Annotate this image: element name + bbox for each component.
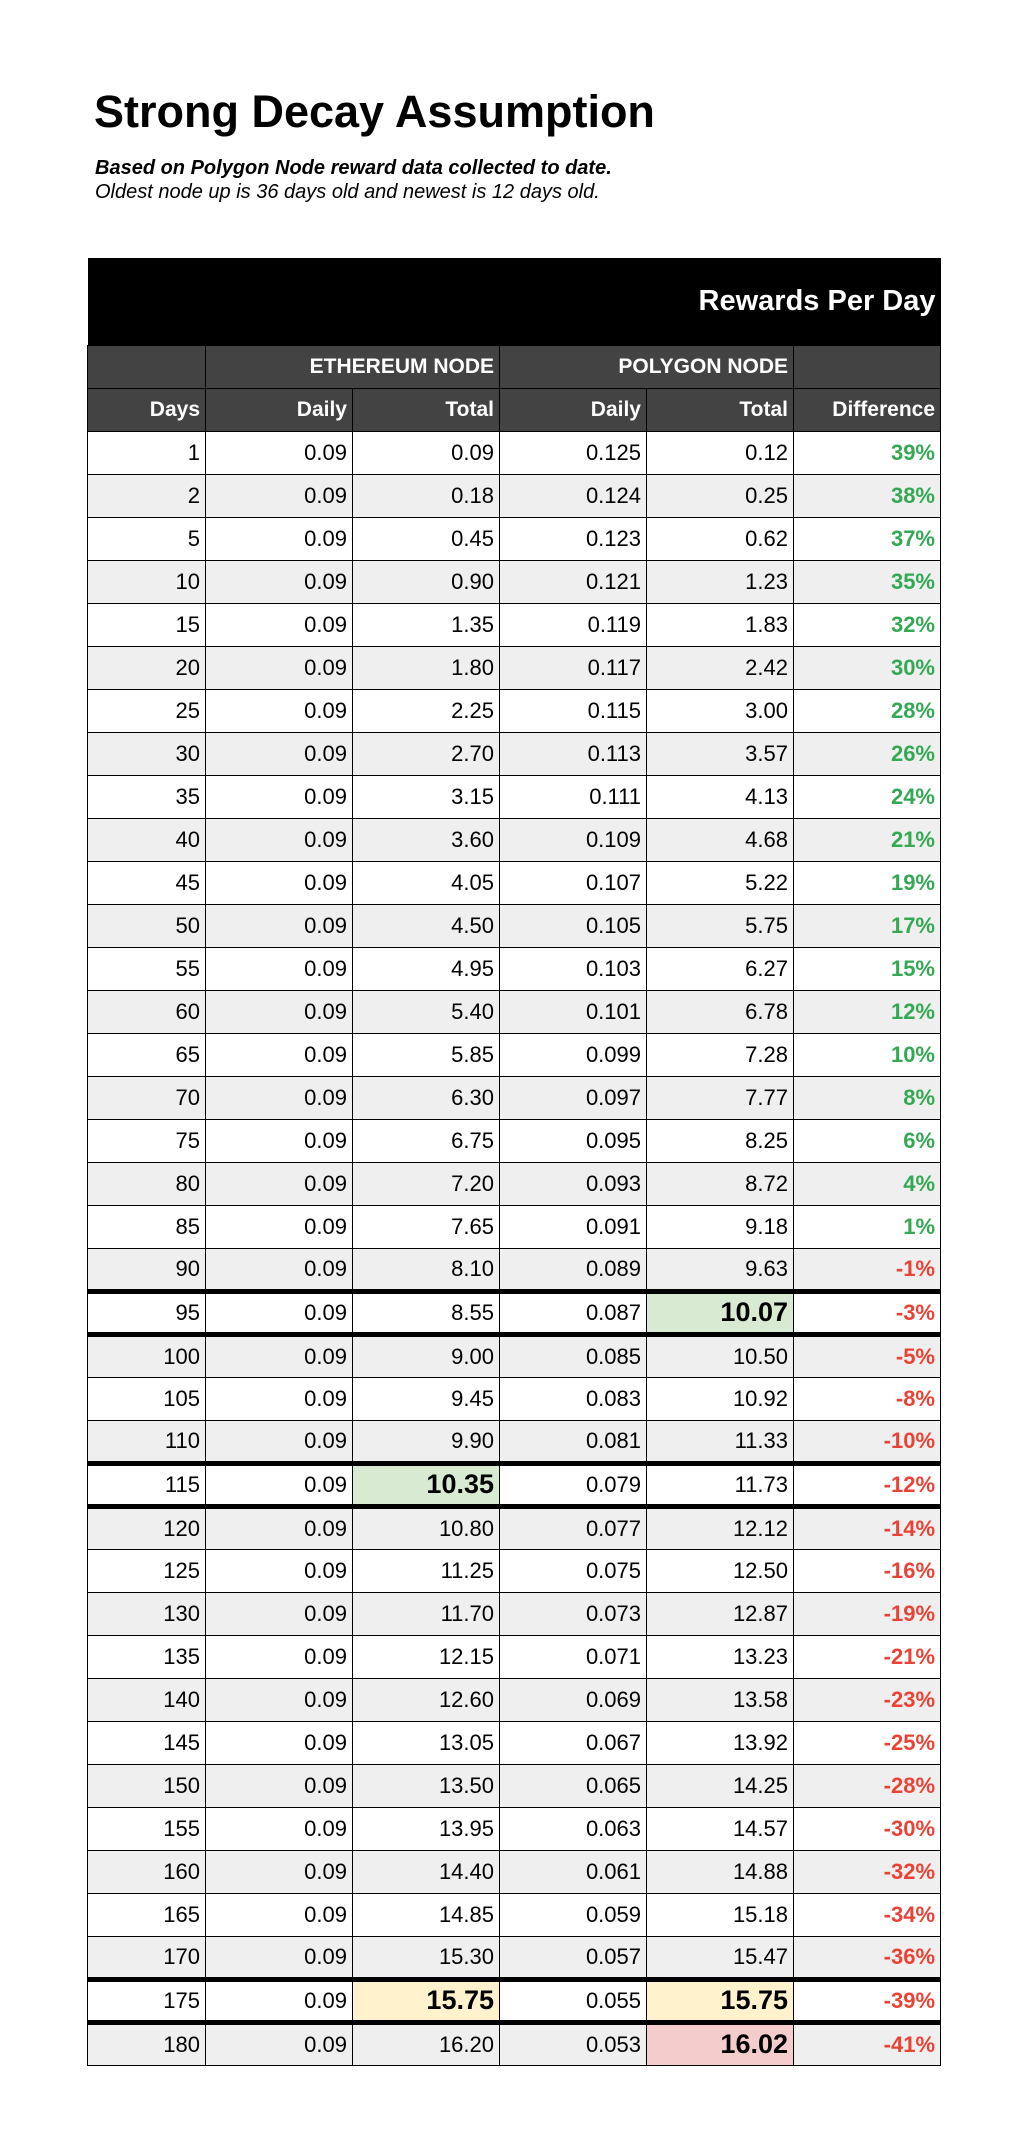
eth-total-cell: 13.05 xyxy=(353,1721,500,1764)
eth-total-cell: 10.35 xyxy=(353,1463,500,1506)
poly-total-cell: 12.12 xyxy=(647,1506,794,1549)
poly-daily-cell: 0.063 xyxy=(500,1807,647,1850)
eth-total-cell: 7.65 xyxy=(353,1205,500,1248)
poly-total-cell: 14.25 xyxy=(647,1764,794,1807)
difference-cell: -5% xyxy=(794,1334,941,1377)
table-row xyxy=(88,1936,941,1979)
difference-cell: -25% xyxy=(794,1721,941,1764)
poly-daily-cell: 0.107 xyxy=(500,861,647,904)
eth-daily-cell: 0.09 xyxy=(206,1076,353,1119)
poly-daily-cell: 0.081 xyxy=(500,1420,647,1463)
eth-total-cell: 12.15 xyxy=(353,1635,500,1678)
difference-cell: 26% xyxy=(794,732,941,775)
subtitle-italic: Oldest node up is 36 days old and newest is 12 days old. xyxy=(95,181,600,203)
days-cell: 165 xyxy=(88,1893,206,1936)
table-row xyxy=(88,646,941,689)
eth-daily-cell: 0.09 xyxy=(206,560,353,603)
table-row xyxy=(88,1506,941,1549)
poly-daily-cell: 0.091 xyxy=(500,1205,647,1248)
eth-total-cell: 15.75 xyxy=(353,1979,500,2022)
poly-total-cell: 13.58 xyxy=(647,1678,794,1721)
eth-daily-cell: 0.09 xyxy=(206,1764,353,1807)
eth-total-cell: 0.90 xyxy=(353,560,500,603)
eth-daily-cell: 0.09 xyxy=(206,1506,353,1549)
table-row xyxy=(88,1205,941,1248)
days-cell: 100 xyxy=(88,1334,206,1377)
eth-total-cell: 1.80 xyxy=(353,646,500,689)
eth-total-cell: 4.50 xyxy=(353,904,500,947)
table-row xyxy=(88,689,941,732)
poly-daily-cell: 0.097 xyxy=(500,1076,647,1119)
table-row xyxy=(88,1076,941,1119)
eth-daily-cell: 0.09 xyxy=(206,1334,353,1377)
difference-cell: 39% xyxy=(794,431,941,474)
difference-cell: -1% xyxy=(794,1248,941,1291)
poly-total-cell: 4.13 xyxy=(647,775,794,818)
eth-daily-cell: 0.09 xyxy=(206,904,353,947)
table-row xyxy=(88,1549,941,1592)
eth-total-cell: 3.15 xyxy=(353,775,500,818)
days-cell: 30 xyxy=(88,732,206,775)
column-header-poly-total: Total xyxy=(647,388,794,431)
days-cell: 180 xyxy=(88,2022,206,2065)
column-header-difference: Difference xyxy=(794,388,941,431)
table-row xyxy=(88,1033,941,1076)
table-row xyxy=(88,1463,941,1506)
table-row xyxy=(88,560,941,603)
poly-daily-cell: 0.109 xyxy=(500,818,647,861)
poly-daily-cell: 0.055 xyxy=(500,1979,647,2022)
difference-cell: -3% xyxy=(794,1291,941,1334)
days-cell: 110 xyxy=(88,1420,206,1463)
days-cell: 160 xyxy=(88,1850,206,1893)
eth-total-cell: 16.20 xyxy=(353,2022,500,2065)
days-cell: 15 xyxy=(88,603,206,646)
difference-cell: -16% xyxy=(794,1549,941,1592)
poly-daily-cell: 0.085 xyxy=(500,1334,647,1377)
poly-daily-cell: 0.101 xyxy=(500,990,647,1033)
poly-total-cell: 1.83 xyxy=(647,603,794,646)
eth-total-cell: 14.40 xyxy=(353,1850,500,1893)
group-header-blank xyxy=(794,345,941,388)
difference-cell: -21% xyxy=(794,1635,941,1678)
eth-total-cell: 9.00 xyxy=(353,1334,500,1377)
poly-daily-cell: 0.089 xyxy=(500,1248,647,1291)
difference-cell: -28% xyxy=(794,1764,941,1807)
eth-total-cell: 4.05 xyxy=(353,861,500,904)
eth-daily-cell: 0.09 xyxy=(206,1979,353,2022)
days-cell: 90 xyxy=(88,1248,206,1291)
poly-daily-cell: 0.079 xyxy=(500,1463,647,1506)
poly-daily-cell: 0.111 xyxy=(500,775,647,818)
eth-total-cell: 5.85 xyxy=(353,1033,500,1076)
poly-total-cell: 6.78 xyxy=(647,990,794,1033)
poly-daily-cell: 0.073 xyxy=(500,1592,647,1635)
eth-total-cell: 0.18 xyxy=(353,474,500,517)
poly-daily-cell: 0.067 xyxy=(500,1721,647,1764)
difference-cell: -30% xyxy=(794,1807,941,1850)
poly-daily-cell: 0.059 xyxy=(500,1893,647,1936)
poly-daily-cell: 0.083 xyxy=(500,1377,647,1420)
eth-daily-cell: 0.09 xyxy=(206,1119,353,1162)
poly-total-cell: 9.63 xyxy=(647,1248,794,1291)
eth-total-cell: 7.20 xyxy=(353,1162,500,1205)
poly-total-cell: 10.50 xyxy=(647,1334,794,1377)
poly-daily-cell: 0.077 xyxy=(500,1506,647,1549)
eth-daily-cell: 0.09 xyxy=(206,1205,353,1248)
eth-daily-cell: 0.09 xyxy=(206,1635,353,1678)
table-row xyxy=(88,1635,941,1678)
table-row xyxy=(88,1764,941,1807)
poly-total-cell: 8.72 xyxy=(647,1162,794,1205)
eth-total-cell: 0.45 xyxy=(353,517,500,560)
eth-total-cell: 14.85 xyxy=(353,1893,500,1936)
table-row xyxy=(88,1291,941,1334)
eth-daily-cell: 0.09 xyxy=(206,646,353,689)
days-cell: 95 xyxy=(88,1291,206,1334)
days-cell: 5 xyxy=(88,517,206,560)
eth-daily-cell: 0.09 xyxy=(206,1893,353,1936)
difference-cell: -41% xyxy=(794,2022,941,2065)
eth-daily-cell: 0.09 xyxy=(206,1377,353,1420)
days-cell: 50 xyxy=(88,904,206,947)
rewards-table xyxy=(87,258,941,2066)
difference-cell: -12% xyxy=(794,1463,941,1506)
eth-daily-cell: 0.09 xyxy=(206,1248,353,1291)
difference-cell: 28% xyxy=(794,689,941,732)
poly-daily-cell: 0.095 xyxy=(500,1119,647,1162)
poly-total-cell: 0.12 xyxy=(647,431,794,474)
days-cell: 10 xyxy=(88,560,206,603)
days-cell: 1 xyxy=(88,431,206,474)
poly-daily-cell: 0.093 xyxy=(500,1162,647,1205)
poly-daily-cell: 0.124 xyxy=(500,474,647,517)
poly-daily-cell: 0.117 xyxy=(500,646,647,689)
subtitle-bold: Based on Polygon Node reward data collected to date. xyxy=(95,157,612,179)
days-cell: 120 xyxy=(88,1506,206,1549)
poly-daily-cell: 0.103 xyxy=(500,947,647,990)
poly-daily-cell: 0.075 xyxy=(500,1549,647,1592)
poly-daily-cell: 0.113 xyxy=(500,732,647,775)
poly-daily-cell: 0.125 xyxy=(500,431,647,474)
poly-daily-cell: 0.119 xyxy=(500,603,647,646)
poly-total-cell: 13.92 xyxy=(647,1721,794,1764)
poly-total-cell: 16.02 xyxy=(647,2022,794,2065)
difference-cell: 37% xyxy=(794,517,941,560)
days-cell: 55 xyxy=(88,947,206,990)
difference-cell: 24% xyxy=(794,775,941,818)
days-cell: 130 xyxy=(88,1592,206,1635)
days-cell: 20 xyxy=(88,646,206,689)
days-cell: 155 xyxy=(88,1807,206,1850)
table-row xyxy=(88,1807,941,1850)
eth-total-cell: 2.70 xyxy=(353,732,500,775)
poly-total-cell: 12.87 xyxy=(647,1592,794,1635)
eth-daily-cell: 0.09 xyxy=(206,2022,353,2065)
eth-daily-cell: 0.09 xyxy=(206,1850,353,1893)
eth-total-cell: 6.30 xyxy=(353,1076,500,1119)
days-cell: 65 xyxy=(88,1033,206,1076)
days-cell: 85 xyxy=(88,1205,206,1248)
table-row xyxy=(88,1893,941,1936)
eth-total-cell: 10.80 xyxy=(353,1506,500,1549)
poly-total-cell: 14.57 xyxy=(647,1807,794,1850)
days-cell: 170 xyxy=(88,1936,206,1979)
table-row xyxy=(88,1678,941,1721)
table-row xyxy=(88,431,941,474)
eth-daily-cell: 0.09 xyxy=(206,1162,353,1205)
difference-cell: 8% xyxy=(794,1076,941,1119)
eth-daily-cell: 0.09 xyxy=(206,1678,353,1721)
eth-daily-cell: 0.09 xyxy=(206,861,353,904)
eth-daily-cell: 0.09 xyxy=(206,1592,353,1635)
eth-daily-cell: 0.09 xyxy=(206,517,353,560)
poly-daily-cell: 0.121 xyxy=(500,560,647,603)
table-row xyxy=(88,1377,941,1420)
poly-daily-cell: 0.061 xyxy=(500,1850,647,1893)
eth-daily-cell: 0.09 xyxy=(206,1549,353,1592)
poly-total-cell: 7.77 xyxy=(647,1076,794,1119)
eth-daily-cell: 0.09 xyxy=(206,1936,353,1979)
days-cell: 125 xyxy=(88,1549,206,1592)
poly-total-cell: 10.92 xyxy=(647,1377,794,1420)
poly-total-cell: 11.73 xyxy=(647,1463,794,1506)
table-row xyxy=(88,1592,941,1635)
days-cell: 60 xyxy=(88,990,206,1033)
days-cell: 115 xyxy=(88,1463,206,1506)
table-banner-row xyxy=(88,258,941,345)
days-cell: 25 xyxy=(88,689,206,732)
column-header-days: Days xyxy=(88,388,206,431)
eth-daily-cell: 0.09 xyxy=(206,431,353,474)
table-row xyxy=(88,474,941,517)
eth-daily-cell: 0.09 xyxy=(206,1807,353,1850)
table-row xyxy=(88,818,941,861)
table-row xyxy=(88,1979,941,2022)
table-row xyxy=(88,1119,941,1162)
days-cell: 135 xyxy=(88,1635,206,1678)
eth-total-cell: 3.60 xyxy=(353,818,500,861)
column-header-row xyxy=(88,388,941,431)
rewards-per-day-banner: Rewards Per Day xyxy=(88,258,941,345)
ethereum-node-header: ETHEREUM NODE xyxy=(206,345,500,388)
eth-total-cell: 4.95 xyxy=(353,947,500,990)
difference-cell: -36% xyxy=(794,1936,941,1979)
eth-daily-cell: 0.09 xyxy=(206,818,353,861)
poly-daily-cell: 0.105 xyxy=(500,904,647,947)
poly-total-cell: 12.50 xyxy=(647,1549,794,1592)
poly-total-cell: 1.23 xyxy=(647,560,794,603)
poly-total-cell: 15.75 xyxy=(647,1979,794,2022)
table-row xyxy=(88,1420,941,1463)
difference-cell: 4% xyxy=(794,1162,941,1205)
group-header-row xyxy=(88,345,941,388)
table-row xyxy=(88,1334,941,1377)
table-row xyxy=(88,990,941,1033)
days-cell: 80 xyxy=(88,1162,206,1205)
difference-cell: 17% xyxy=(794,904,941,947)
poly-total-cell: 3.00 xyxy=(647,689,794,732)
poly-total-cell: 2.42 xyxy=(647,646,794,689)
eth-total-cell: 15.30 xyxy=(353,1936,500,1979)
eth-total-cell: 8.55 xyxy=(353,1291,500,1334)
difference-cell: 1% xyxy=(794,1205,941,1248)
eth-total-cell: 6.75 xyxy=(353,1119,500,1162)
difference-cell: -32% xyxy=(794,1850,941,1893)
poly-total-cell: 15.47 xyxy=(647,1936,794,1979)
poly-total-cell: 6.27 xyxy=(647,947,794,990)
difference-cell: -14% xyxy=(794,1506,941,1549)
poly-total-cell: 4.68 xyxy=(647,818,794,861)
days-cell: 175 xyxy=(88,1979,206,2022)
poly-daily-cell: 0.123 xyxy=(500,517,647,560)
column-header-eth-total: Total xyxy=(353,388,500,431)
table-row xyxy=(88,1721,941,1764)
table-row xyxy=(88,1162,941,1205)
table-row xyxy=(88,861,941,904)
difference-cell: 35% xyxy=(794,560,941,603)
table-row xyxy=(88,517,941,560)
eth-total-cell: 8.10 xyxy=(353,1248,500,1291)
difference-cell: -19% xyxy=(794,1592,941,1635)
days-cell: 145 xyxy=(88,1721,206,1764)
difference-cell: -34% xyxy=(794,1893,941,1936)
eth-daily-cell: 0.09 xyxy=(206,1033,353,1076)
poly-daily-cell: 0.053 xyxy=(500,2022,647,2065)
days-cell: 150 xyxy=(88,1764,206,1807)
poly-daily-cell: 0.065 xyxy=(500,1764,647,1807)
poly-daily-cell: 0.071 xyxy=(500,1635,647,1678)
poly-total-cell: 3.57 xyxy=(647,732,794,775)
days-cell: 2 xyxy=(88,474,206,517)
days-cell: 70 xyxy=(88,1076,206,1119)
table-row xyxy=(88,603,941,646)
poly-daily-cell: 0.057 xyxy=(500,1936,647,1979)
eth-daily-cell: 0.09 xyxy=(206,474,353,517)
poly-daily-cell: 0.099 xyxy=(500,1033,647,1076)
table-row xyxy=(88,1850,941,1893)
table-row xyxy=(88,2022,941,2065)
poly-daily-cell: 0.087 xyxy=(500,1291,647,1334)
eth-total-cell: 13.50 xyxy=(353,1764,500,1807)
difference-cell: -10% xyxy=(794,1420,941,1463)
eth-total-cell: 9.45 xyxy=(353,1377,500,1420)
poly-total-cell: 7.28 xyxy=(647,1033,794,1076)
days-cell: 105 xyxy=(88,1377,206,1420)
eth-daily-cell: 0.09 xyxy=(206,775,353,818)
difference-cell: 38% xyxy=(794,474,941,517)
eth-daily-cell: 0.09 xyxy=(206,990,353,1033)
eth-total-cell: 9.90 xyxy=(353,1420,500,1463)
eth-total-cell: 2.25 xyxy=(353,689,500,732)
eth-total-cell: 12.60 xyxy=(353,1678,500,1721)
poly-total-cell: 0.62 xyxy=(647,517,794,560)
page-title: Strong Decay Assumption xyxy=(94,86,655,137)
days-cell: 140 xyxy=(88,1678,206,1721)
difference-cell: 6% xyxy=(794,1119,941,1162)
difference-cell: 10% xyxy=(794,1033,941,1076)
eth-daily-cell: 0.09 xyxy=(206,1291,353,1334)
poly-total-cell: 10.07 xyxy=(647,1291,794,1334)
column-header-eth-daily: Daily xyxy=(206,388,353,431)
poly-daily-cell: 0.115 xyxy=(500,689,647,732)
difference-cell: 19% xyxy=(794,861,941,904)
difference-cell: -23% xyxy=(794,1678,941,1721)
table-row xyxy=(88,775,941,818)
days-cell: 75 xyxy=(88,1119,206,1162)
poly-total-cell: 8.25 xyxy=(647,1119,794,1162)
poly-total-cell: 5.22 xyxy=(647,861,794,904)
poly-daily-cell: 0.069 xyxy=(500,1678,647,1721)
poly-total-cell: 15.18 xyxy=(647,1893,794,1936)
days-cell: 45 xyxy=(88,861,206,904)
difference-cell: 21% xyxy=(794,818,941,861)
eth-daily-cell: 0.09 xyxy=(206,603,353,646)
eth-daily-cell: 0.09 xyxy=(206,1420,353,1463)
table-row xyxy=(88,1248,941,1291)
table-body xyxy=(88,431,941,2065)
eth-daily-cell: 0.09 xyxy=(206,947,353,990)
poly-total-cell: 5.75 xyxy=(647,904,794,947)
eth-total-cell: 11.25 xyxy=(353,1549,500,1592)
poly-total-cell: 9.18 xyxy=(647,1205,794,1248)
eth-total-cell: 0.09 xyxy=(353,431,500,474)
difference-cell: 30% xyxy=(794,646,941,689)
eth-total-cell: 5.40 xyxy=(353,990,500,1033)
eth-daily-cell: 0.09 xyxy=(206,1721,353,1764)
eth-total-cell: 13.95 xyxy=(353,1807,500,1850)
days-cell: 35 xyxy=(88,775,206,818)
difference-cell: -8% xyxy=(794,1377,941,1420)
poly-total-cell: 13.23 xyxy=(647,1635,794,1678)
poly-total-cell: 11.33 xyxy=(647,1420,794,1463)
column-header-poly-daily: Daily xyxy=(500,388,647,431)
poly-total-cell: 14.88 xyxy=(647,1850,794,1893)
eth-total-cell: 11.70 xyxy=(353,1592,500,1635)
difference-cell: 32% xyxy=(794,603,941,646)
group-header-blank xyxy=(88,345,206,388)
days-cell: 40 xyxy=(88,818,206,861)
difference-cell: 15% xyxy=(794,947,941,990)
table-row xyxy=(88,947,941,990)
difference-cell: 12% xyxy=(794,990,941,1033)
eth-daily-cell: 0.09 xyxy=(206,1463,353,1506)
poly-total-cell: 0.25 xyxy=(647,474,794,517)
eth-daily-cell: 0.09 xyxy=(206,689,353,732)
eth-daily-cell: 0.09 xyxy=(206,732,353,775)
difference-cell: -39% xyxy=(794,1979,941,2022)
table-row xyxy=(88,904,941,947)
table-row xyxy=(88,732,941,775)
eth-total-cell: 1.35 xyxy=(353,603,500,646)
polygon-node-header: POLYGON NODE xyxy=(500,345,794,388)
